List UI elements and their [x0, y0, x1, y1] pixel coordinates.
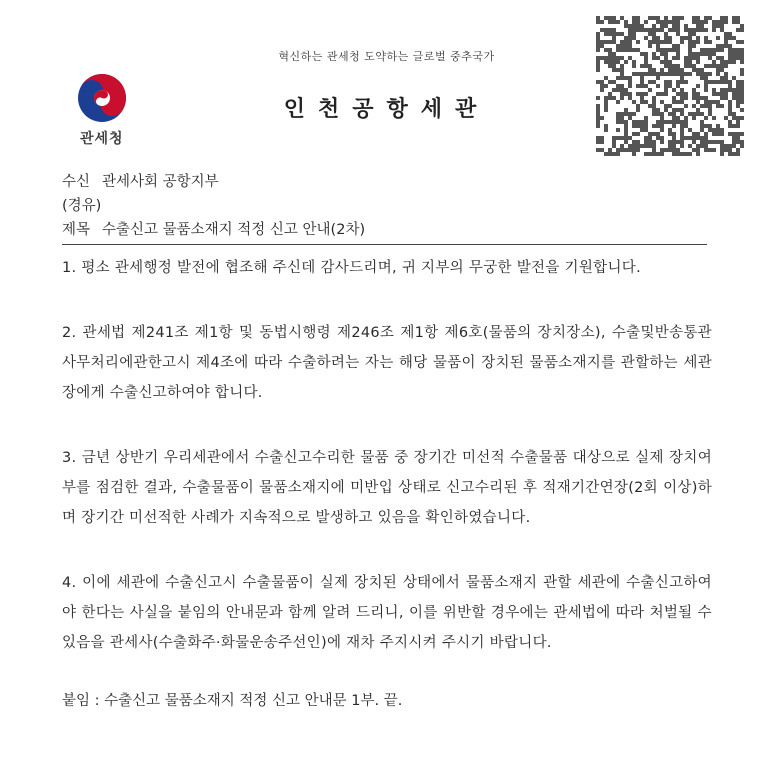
slogan: 혁신하는 관세청 도약하는 글로벌 중추국가: [278, 50, 495, 63]
subject-line: [62, 218, 707, 245]
document-body: [62, 253, 712, 693]
recipient-value: 관세사회 공항지부: [102, 174, 219, 190]
logo-text: 관세청: [80, 131, 124, 147]
qr-code-icon: [596, 16, 744, 156]
via-line: (경유): [62, 198, 102, 214]
paragraph-2: 2. 관세법 제241조 제1항 및 동법시행령 제246조 제1항 제6호(물품의 장치장소), 수출및반송통관사무처리에관한고시 제4조에 따라 수출하려는 자는 해당 물품이 장치된 물품소재지를 관할하는 세관장에게 수출신고하여야 합니다.: [62, 325, 712, 401]
subject-label: 제목: [62, 222, 91, 238]
document-header: [62, 170, 707, 245]
recipient-label: 수신: [62, 174, 91, 190]
subject-value: 수출신고 물품소재지 적정 신고 안내(2차): [102, 222, 366, 238]
attachment-line: 붙임 : 수출신고 물품소재지 적정 신고 안내문 1부. 끝.: [62, 693, 403, 709]
recipient-line: [62, 170, 707, 194]
paragraph-4: 4. 이에 세관에 수출신고시 수출물품이 실제 장치된 상태에서 물품소재지 관할 세관에 수출신고하여야 한다는 사실을 붙임의 안내문과 함께 알려 드리니, 이를 위반할 경우에는 관세법에 따라 처벌될 수 있음을 관세사(수출화주·화물운송주선인)에 재차 주지시켜 주시기 바랍니다.: [62, 575, 712, 651]
paragraph-3: 3. 금년 상반기 우리세관에서 수출신고수리한 물품 중 장기간 미선적 수출물품 대상으로 실제 장치여부를 점검한 결과, 수출물품이 물품소재지에 미반입 상태로 신고수리된 후 적재기간연장(2회 이상)하며 장기간 미선적한 사례가 지속적으로 발생하고 있음을 확인하였습니다.: [62, 450, 712, 526]
organization-title: 인천공항세관: [283, 97, 490, 122]
paragraph-1: 1. 평소 관세행정 발전에 협조해 주신데 감사드리며, 귀 지부의 무궁한 발전을 기원합니다.: [62, 260, 641, 276]
